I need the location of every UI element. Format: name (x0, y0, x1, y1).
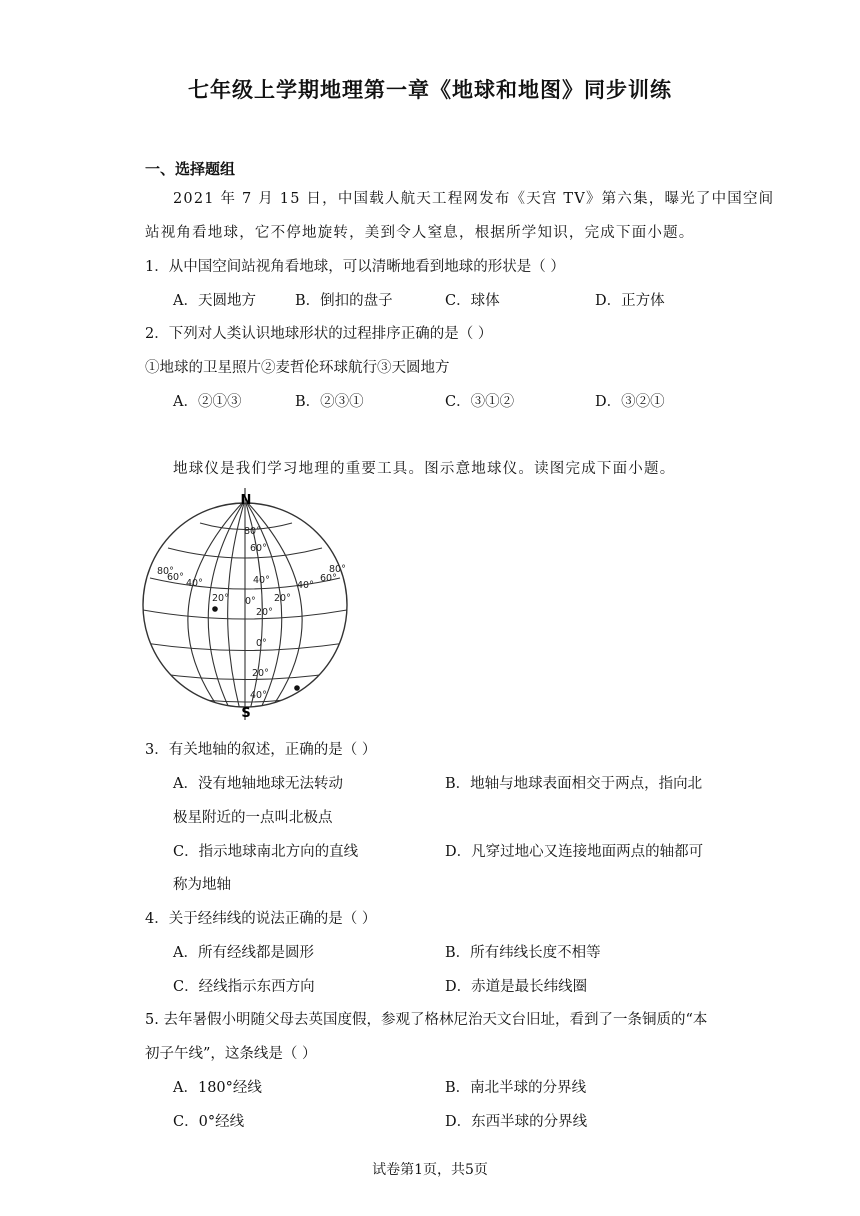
question-2-option-a: A．②①③ (173, 394, 242, 410)
lon-label-left-80: 80° (157, 566, 174, 577)
question-2-sequence: ①地球的卫星照片②麦哲伦环球航行③天圆地方 (145, 360, 450, 376)
lat-label-s40: 40° (250, 690, 267, 701)
question-4-option-d: D．赤道是最长纬线圈 (445, 979, 588, 995)
lat-label-n20: 20° (256, 607, 273, 618)
question-5-option-d: D．东西半球的分界线 (445, 1114, 588, 1130)
intro-2: 地球仪是我们学习地理的重要工具。图示意地球仪。读图完成下面小题。 (173, 461, 676, 477)
lon-label-right-20: 20° (274, 593, 291, 604)
question-2-option-c: C．③①② (445, 394, 515, 410)
question-4-option-c: C．经线指示东西方向 (173, 979, 315, 995)
lat-label-equator: 0° (256, 638, 267, 649)
lat-label-s20: 20° (252, 668, 269, 679)
lat-label-n40: 40° (253, 575, 270, 586)
lon-label-right-60: 60° (320, 573, 337, 584)
lon-label-left-20: 20° (212, 593, 229, 604)
question-3-option-b-line-2: 极星附近的一点叫北极点 (173, 810, 333, 826)
question-1-option-c: C．球体 (445, 293, 500, 309)
question-1-option-d: D．正方体 (595, 293, 665, 309)
globe-point-2 (294, 685, 300, 691)
lat-label-n80: 80° (244, 526, 261, 537)
intro-1-line-2: 站视角看地球，它不停地旋转，美到令人窒息，根据所学知识，完成下面小题。 (145, 225, 695, 241)
question-1-option-b: B．倒扣的盘子 (295, 293, 393, 309)
question-3-option-c: C．指示地球南北方向的直线 (173, 844, 359, 860)
lon-label-left-40: 40° (186, 578, 203, 589)
question-5-stem-line-1: 5. 去年暑假小明随父母去英国度假，参观了格林尼治天文台旧址，看到了一条铜质的“本 (145, 1012, 708, 1028)
intro-1-line-1: 2021 年 7 月 15 日，中国载人航天工程网发布《天宫 TV》第六集，曝光了中国空间 (173, 191, 775, 207)
north-label: N (240, 493, 252, 508)
question-1-option-a: A．天圆地方 (173, 293, 256, 309)
lat-label-n60: 60° (250, 543, 267, 554)
globe-latitude-labels (244, 526, 273, 701)
globe-point-1 (212, 606, 218, 612)
question-5-option-a: A．180°经线 (173, 1080, 262, 1096)
globe-diagram (140, 488, 360, 720)
section-heading: 一、选择题组 (145, 160, 236, 178)
question-2-stem: 2．下列对人类认识地球形状的过程排序正确的是（ ） (145, 326, 493, 342)
question-4-option-a: A．所有经线都是圆形 (173, 945, 314, 961)
question-5-option-b: B．南北半球的分界线 (445, 1080, 587, 1096)
page-footer: 试卷第1页，共5页 (372, 1162, 488, 1178)
question-3-option-a: A．没有地轴地球无法转动 (173, 776, 343, 792)
question-5-option-c: C．0°经线 (173, 1114, 245, 1130)
question-4-stem: 4．关于经纬线的说法正确的是（ ） (145, 911, 377, 927)
question-2-option-d: D．③②① (595, 394, 665, 410)
lon-label-right-40: 40° (297, 580, 314, 591)
question-3-option-d-line-2: 称为地轴 (173, 877, 231, 893)
lon-label-right-80: 80° (329, 564, 346, 575)
question-4-option-b: B．所有纬线长度不相等 (445, 945, 601, 961)
question-3-option-b-line-1: B．地轴与地球表面相交于两点，指向北 (445, 776, 703, 792)
question-2-option-b: B．②③① (295, 394, 364, 410)
question-5-stem-line-2: 初子午线”，这条线是（ ） (145, 1046, 317, 1062)
question-1-stem: 1．从中国空间站视角看地球，可以清晰地看到地球的形状是（ ） (145, 259, 565, 275)
lon-label-left-60: 60° (167, 572, 184, 583)
question-3-option-d-line-1: D．凡穿过地心又连接地面两点的轴都可 (445, 844, 704, 860)
south-label: S (241, 706, 251, 720)
page-title: 七年级上学期地理第一章《地球和地图》同步训练 (188, 78, 672, 102)
lon-label-center-0: 0° (245, 596, 256, 607)
globe-longitude-labels (157, 564, 346, 607)
question-3-stem: 3．有关地轴的叙述，正确的是（ ） (145, 742, 377, 758)
